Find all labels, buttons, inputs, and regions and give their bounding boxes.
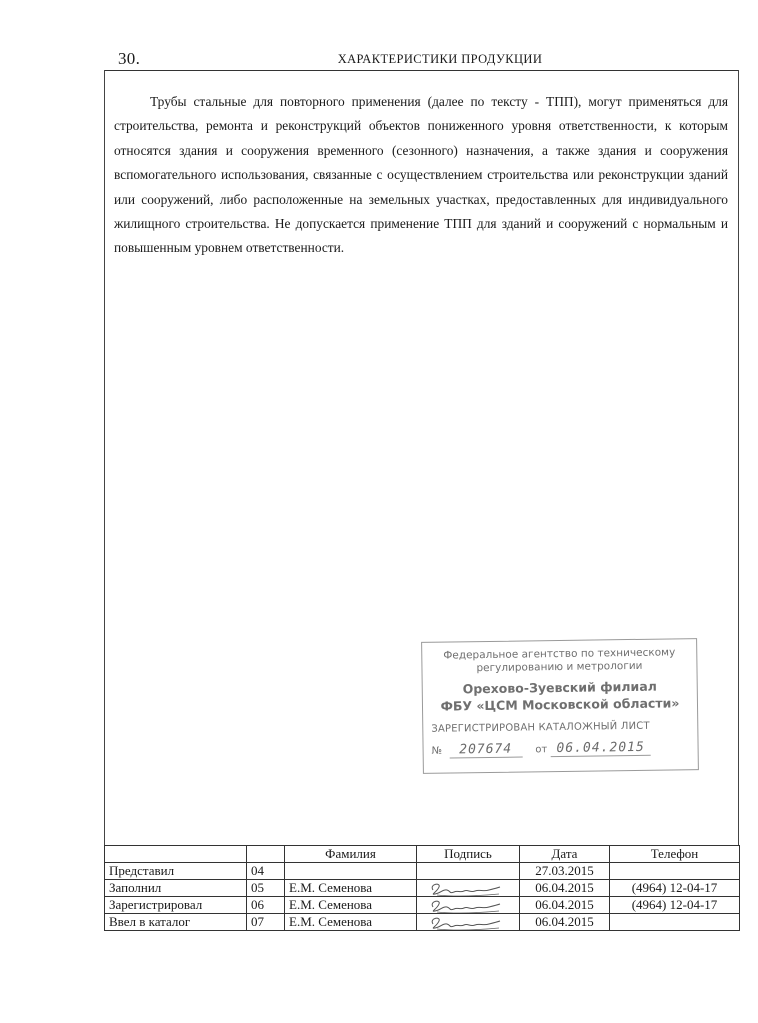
- date-cell: 27.03.2015: [520, 863, 610, 880]
- header-role: [105, 846, 247, 863]
- stamp-number-prefix: №: [431, 745, 443, 757]
- frame-left-line: [104, 70, 105, 845]
- role-cell: Заполнил: [105, 880, 247, 897]
- stamp-date-prefix: от: [535, 744, 548, 756]
- handwritten-signature: [427, 881, 502, 897]
- code-cell: 04: [247, 863, 285, 880]
- registration-stamp: [421, 638, 699, 774]
- surname-cell: Е.М. Семенова: [285, 897, 417, 914]
- signature-cell: [417, 880, 520, 897]
- role-cell: Зарегистрировал: [105, 897, 247, 914]
- surname-cell: Е.М. Семенова: [285, 880, 417, 897]
- role-cell: Ввел в каталог: [105, 914, 247, 931]
- stamp-date: 06.04.2015: [550, 740, 650, 757]
- stamp-org-line: ФБУ «ЦСМ Московской области»: [440, 695, 680, 714]
- table-row: [105, 897, 740, 914]
- table-row: [105, 914, 740, 931]
- date-cell: 06.04.2015: [520, 897, 610, 914]
- phone-cell: (4964) 12-04-17: [610, 880, 740, 897]
- stamp-registered-line: ЗАРЕГИСТРИРОВАН КАТАЛОЖНЫЙ ЛИСТ: [431, 720, 650, 735]
- phone-cell: [610, 863, 740, 880]
- page-number: 30.: [118, 49, 141, 68]
- table-row: [105, 880, 740, 897]
- code-cell: 05: [247, 880, 285, 897]
- body-paragraph: Трубы стальные для повторного применения (далее по тексту - ТПП), могут применяться для строительства, ремонта и реконструкций объектов пониженного уровня ответственности, к которым относятся здания и сооружения временного (сезонного) назначения, а также здания и сооружения вспомогательного использования, связанные с осуществлением строительства или реконструкции зданий или сооружений, либо расположенные на земельных участках, предоставленных для индивидуального жилищного строительства. Не допускается применение ТПП для зданий и сооружений с нормальным и повышенным уровнем ответственности.: [114, 94, 728, 256]
- date-cell: 06.04.2015: [520, 880, 610, 897]
- signature-cell: [417, 897, 520, 914]
- signature-cell: [417, 914, 520, 931]
- frame-top-line: [104, 70, 739, 71]
- header-code: [247, 846, 285, 863]
- surname-cell: [285, 863, 417, 880]
- role-cell: Представил: [105, 863, 247, 880]
- handwritten-signature: [427, 898, 502, 914]
- code-cell: 07: [247, 914, 285, 931]
- header-signature: Подпись: [417, 846, 520, 863]
- stamp-agency-line: Федеральное агентство по техническому: [443, 646, 676, 662]
- header-date: Дата: [520, 846, 610, 863]
- stamp-branch-line: Орехово-Зуевский филиал: [462, 678, 657, 697]
- table-row: [105, 863, 740, 880]
- signature-cell: [417, 863, 520, 880]
- phone-cell: [610, 914, 740, 931]
- table-header-row: [105, 846, 740, 863]
- stamp-agency-line-2: регулированию и метрологии: [476, 659, 643, 675]
- date-cell: 06.04.2015: [520, 914, 610, 931]
- phone-cell: (4964) 12-04-17: [610, 897, 740, 914]
- header-surname: Фамилия: [285, 846, 417, 863]
- page-heading: ХАРАКТЕРИСТИКИ ПРОДУКЦИИ: [337, 52, 543, 66]
- stamp-number: 207674: [449, 742, 522, 759]
- handwritten-signature: [427, 915, 502, 931]
- stamp-number-line: [424, 739, 698, 758]
- code-cell: 06: [247, 897, 285, 914]
- header-phone: Телефон: [610, 846, 740, 863]
- surname-cell: Е.М. Семенова: [285, 914, 417, 931]
- registration-table: [104, 845, 740, 931]
- frame-right-line: [738, 70, 739, 845]
